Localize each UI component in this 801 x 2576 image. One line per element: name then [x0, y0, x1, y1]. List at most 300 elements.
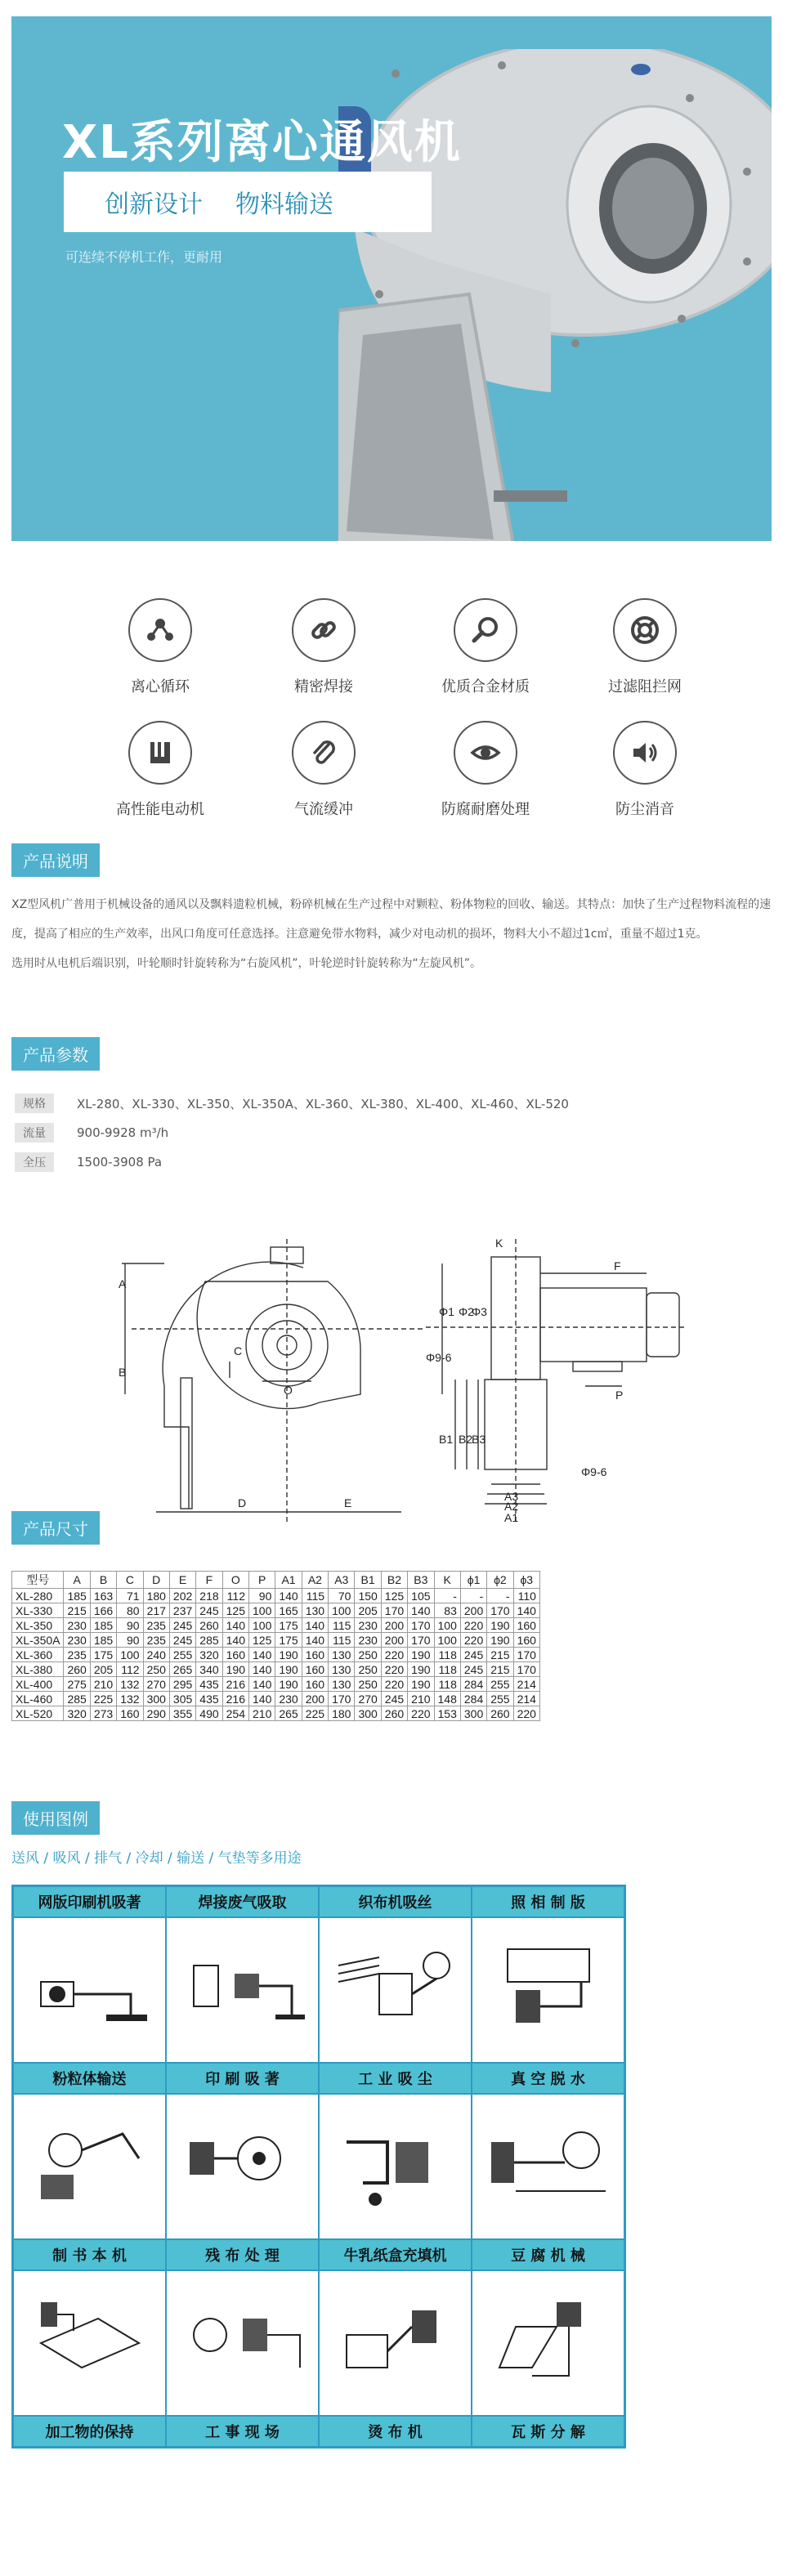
dimension-cell: 270	[355, 1692, 381, 1706]
dimension-cell: 320	[196, 1648, 222, 1662]
dim-label-B: B	[119, 1366, 127, 1379]
usage-illustration	[472, 2094, 624, 2239]
dimension-cell: 148	[434, 1692, 460, 1706]
dimension-cell: 190	[275, 1648, 302, 1662]
magnifier-icon	[454, 598, 517, 662]
col-header: B2	[381, 1572, 407, 1589]
usage-header: 瓦 斯 分 解	[472, 2416, 624, 2447]
dimension-cell: 275	[64, 1677, 90, 1692]
dimension-cell: 125	[222, 1603, 248, 1618]
usage-subtitle: 送风 / 吸风 / 排气 / 冷却 / 输送 / 气垫等多用途	[11, 1850, 302, 1867]
dimension-cell: 105	[408, 1589, 434, 1603]
col-header: C	[117, 1572, 143, 1589]
model-cell: XL-400	[12, 1677, 64, 1692]
dimension-cell: 216	[222, 1677, 248, 1692]
dimension-cell: 115	[329, 1618, 355, 1633]
table-row	[12, 1648, 540, 1662]
dimension-cell: 215	[64, 1603, 90, 1618]
col-header: E	[169, 1572, 195, 1589]
dimension-cell: 170	[381, 1603, 407, 1618]
col-header: B	[90, 1572, 116, 1589]
eye-icon	[454, 721, 517, 785]
dimension-cell: 205	[355, 1603, 381, 1618]
dimension-cell: 215	[487, 1648, 513, 1662]
param-value: 900-9928 m³/h	[77, 1125, 169, 1140]
dimension-cell: 290	[143, 1706, 169, 1721]
feature-item	[575, 598, 714, 696]
dimension-cell: 130	[329, 1648, 355, 1662]
usage-header: 工 业 吸 尘	[319, 2063, 472, 2094]
dim-label-phi2: Φ2	[459, 1305, 475, 1318]
dimension-cell: 140	[302, 1633, 328, 1648]
usage-header: 加工物的保持	[13, 2416, 166, 2447]
dimension-cell: 250	[355, 1677, 381, 1692]
param-value: 1500-3908 Pa	[77, 1155, 163, 1169]
dimension-drawing	[115, 1231, 686, 1535]
dimension-cell: 100	[249, 1618, 275, 1633]
product-intro-section	[0, 843, 801, 978]
model-cell: XL-280	[12, 1589, 64, 1603]
col-header: A1	[275, 1572, 302, 1589]
dimension-cell: -	[460, 1589, 486, 1603]
dimension-cell: 115	[302, 1589, 328, 1603]
dim-label-A: A	[119, 1277, 127, 1290]
dimension-cell: 71	[117, 1589, 143, 1603]
dimension-cell: 190	[222, 1662, 248, 1677]
dimension-cell: 340	[196, 1662, 222, 1677]
col-header: B1	[355, 1572, 381, 1589]
dimension-cell: 220	[381, 1648, 407, 1662]
param-value: XL-280、XL-330、XL-350、XL-350A、XL-360、XL-380、XL-400、XL-460、XL-520	[77, 1096, 569, 1111]
usage-header: 工 事 现 场	[166, 2416, 319, 2447]
dim-label-phi3: Φ3	[472, 1305, 488, 1318]
dimension-cell: 220	[381, 1662, 407, 1677]
dimension-cell: 185	[90, 1633, 116, 1648]
usage-illustration	[319, 2270, 472, 2416]
dimension-cell: 237	[169, 1603, 195, 1618]
dimension-cell: 70	[329, 1589, 355, 1603]
usage-header: 印 刷 吸 著	[166, 2063, 319, 2094]
dimension-cell: 160	[117, 1706, 143, 1721]
dimension-cell: 285	[196, 1633, 222, 1648]
usage-illustration	[472, 1917, 624, 2063]
dimension-cell: 260	[487, 1706, 513, 1721]
usage-header: 照 相 制 版	[472, 1886, 624, 1917]
section-title-intro: 产品说明	[11, 843, 100, 877]
usage-header: 制 书 本 机	[13, 2239, 166, 2270]
dimension-cell: 210	[408, 1692, 434, 1706]
dimension-cell: 214	[513, 1692, 539, 1706]
param-row	[15, 1147, 801, 1177]
dim-label-O: O	[284, 1384, 293, 1397]
dimension-cell: 90	[117, 1633, 143, 1648]
col-header: O	[222, 1572, 248, 1589]
dimension-cell: 100	[249, 1603, 275, 1618]
dimension-cell: 100	[434, 1618, 460, 1633]
dim-label-A2: A2	[504, 1500, 519, 1513]
dimension-cell: 118	[434, 1662, 460, 1677]
dimension-cell: 140	[302, 1618, 328, 1633]
hero-banner	[11, 16, 772, 541]
dimension-cell: 110	[513, 1589, 539, 1603]
dimension-cell: 320	[64, 1706, 90, 1721]
dimension-cell: 235	[64, 1648, 90, 1662]
dim-label-B1: B1	[439, 1433, 454, 1446]
dimension-cell: 245	[460, 1662, 486, 1677]
dimension-cell: 260	[196, 1618, 222, 1633]
dim-label-B2: B2	[459, 1433, 473, 1446]
dim-label-K: K	[495, 1237, 503, 1250]
usage-header: 织布机吸丝	[319, 1886, 472, 1917]
feature-grid	[11, 574, 772, 819]
model-cell: XL-360	[12, 1648, 64, 1662]
dimension-cell: 118	[434, 1648, 460, 1662]
model-cell: XL-520	[12, 1706, 64, 1721]
dimension-cell: 220	[408, 1706, 434, 1721]
table-row	[12, 1706, 540, 1721]
dimension-cell: 175	[275, 1618, 302, 1633]
dim-label-C: C	[234, 1344, 243, 1357]
usage-header: 网版印刷机吸著	[13, 1886, 166, 1917]
dimension-cell: 216	[222, 1692, 248, 1706]
dim-label-A3: A3	[504, 1490, 519, 1503]
table-row	[12, 1662, 540, 1677]
col-header: A2	[302, 1572, 328, 1589]
dimension-cell: 185	[64, 1589, 90, 1603]
dimension-cell: 230	[64, 1633, 90, 1648]
col-header: P	[249, 1572, 275, 1589]
hero-tag-transport: 物料输送	[235, 190, 333, 219]
dimension-cell: 245	[169, 1633, 195, 1648]
dimension-cell: 140	[249, 1692, 275, 1706]
model-cell: XL-350A	[12, 1633, 64, 1648]
dimension-cell: 284	[460, 1692, 486, 1706]
dimension-cell: 214	[513, 1677, 539, 1692]
dimension-cell: 160	[513, 1618, 539, 1633]
dimension-cell: 200	[381, 1618, 407, 1633]
dimension-cell: 180	[143, 1589, 169, 1603]
feature-label: 高性能电动机	[116, 801, 204, 818]
param-key: 全压	[15, 1152, 54, 1172]
usage-illustration	[472, 2270, 624, 2416]
model-cell: XL-330	[12, 1603, 64, 1618]
col-header: ϕ3	[513, 1572, 539, 1589]
dimension-table	[11, 1571, 540, 1721]
dimension-cell: 90	[117, 1618, 143, 1633]
dim-label-B3: B3	[472, 1433, 486, 1446]
dimension-cell: 490	[196, 1706, 222, 1721]
dim-label-phi1: Φ1	[439, 1305, 455, 1318]
dimension-cell: 200	[302, 1692, 328, 1706]
dimension-cell: 300	[143, 1692, 169, 1706]
dimension-cell: 305	[169, 1692, 195, 1706]
dimension-cell: -	[487, 1589, 513, 1603]
usage-header: 豆 腐 机 械	[472, 2239, 624, 2270]
dimension-cell: 125	[381, 1589, 407, 1603]
paperclip-icon	[292, 721, 356, 785]
col-header: ϕ1	[460, 1572, 486, 1589]
usage-illustration	[319, 2094, 472, 2239]
dimension-cell: 185	[90, 1618, 116, 1633]
section-title-dimensions: 产品尺寸	[11, 1511, 100, 1545]
dimension-cell: 225	[90, 1692, 116, 1706]
usage-illustration	[13, 1917, 166, 2063]
dimension-cell: 140	[275, 1589, 302, 1603]
dimension-cell: 205	[90, 1662, 116, 1677]
dimension-cell: 200	[381, 1633, 407, 1648]
dim-label-F: F	[614, 1259, 621, 1272]
dimension-cell: 190	[408, 1662, 434, 1677]
col-header: A3	[329, 1572, 355, 1589]
dimension-cell: 435	[196, 1692, 222, 1706]
dimension-cell: 163	[90, 1589, 116, 1603]
dimension-cell: 100	[434, 1633, 460, 1648]
hero-tagline-box	[64, 172, 432, 232]
feature-item	[91, 721, 230, 819]
dimension-cell: 153	[434, 1706, 460, 1721]
dimension-cell: 220	[460, 1633, 486, 1648]
dimension-cell: 220	[513, 1706, 539, 1721]
dimension-cell: 150	[355, 1589, 381, 1603]
dimension-cell: 255	[169, 1648, 195, 1662]
param-key: 流量	[15, 1123, 54, 1143]
col-header: K	[434, 1572, 460, 1589]
dimension-cell: 220	[460, 1618, 486, 1633]
intro-paragraph: XZ型风机广普用于机械设备的通风以及飘料遗粒机械，粉碎机械在生产过程中对颗粒、粉体物粒的回收、输送。其特点：加快了生产过程物料流程的速度，提高了相应的生产效率，出风口角度可任意选择。注意避免带水物料，减少对电动机的损坏，物料大小不超过1c㎡，重量不超过1克。	[11, 898, 772, 941]
dimension-cell: 130	[302, 1603, 328, 1618]
dimension-cell: 125	[249, 1633, 275, 1648]
dim-label-D: D	[238, 1496, 247, 1509]
dimension-cell: 220	[381, 1677, 407, 1692]
dimension-cell: 175	[90, 1648, 116, 1662]
dimension-cell: 140	[249, 1648, 275, 1662]
hero-note: 可连续不停机工作，更耐用	[65, 249, 223, 265]
dimension-cell: 190	[275, 1662, 302, 1677]
table-row	[12, 1692, 540, 1706]
col-header: A	[64, 1572, 90, 1589]
feature-item	[575, 721, 714, 819]
dimension-cell: 160	[302, 1662, 328, 1677]
dimension-cell: 160	[302, 1648, 328, 1662]
dimension-cell: 175	[275, 1633, 302, 1648]
dimension-cell: 230	[64, 1618, 90, 1633]
dimension-cell: 112	[117, 1662, 143, 1677]
dimension-cell: 245	[169, 1618, 195, 1633]
usage-illustration	[319, 1917, 472, 2063]
col-header: F	[196, 1572, 222, 1589]
usage-header: 残 布 处 理	[166, 2239, 319, 2270]
dimension-cell: 215	[487, 1662, 513, 1677]
dimension-cell: 260	[64, 1662, 90, 1677]
product-dimensions-section	[0, 1213, 801, 1721]
dimension-cell: 112	[222, 1589, 248, 1603]
dimension-cell: 265	[169, 1662, 195, 1677]
usage-illustration	[166, 2270, 319, 2416]
feature-label: 优质合金材质	[441, 678, 530, 695]
dimension-cell: 190	[408, 1677, 434, 1692]
usage-illustration	[13, 2270, 166, 2416]
book-icon	[128, 721, 192, 785]
dimension-cell: 245	[196, 1603, 222, 1618]
table-header-row	[12, 1572, 540, 1589]
dimension-cell: 166	[90, 1603, 116, 1618]
dimension-cell: 170	[408, 1633, 434, 1648]
dim-label-A1: A1	[504, 1511, 519, 1524]
params-list	[15, 1089, 801, 1177]
usage-illustration-grid	[11, 1885, 626, 2449]
dim-label-hole-bottom: Φ9-6	[581, 1465, 607, 1478]
param-row	[15, 1089, 801, 1118]
dimension-cell: 83	[434, 1603, 460, 1618]
dimension-cell: 170	[487, 1603, 513, 1618]
dimension-cell: 300	[355, 1706, 381, 1721]
dimension-cell: 250	[143, 1662, 169, 1677]
dim-label-P: P	[615, 1389, 624, 1402]
dimension-table-body	[12, 1589, 540, 1721]
intro-rotation-note: 选用时从电机后端识别，叶轮顺时针旋转称为“右旋风机”，叶轮逆时针旋转称为“左旋风机”。	[11, 957, 482, 970]
dimension-cell: -	[434, 1589, 460, 1603]
usage-header: 牛乳纸盒充填机	[319, 2239, 472, 2270]
usage-section	[0, 1801, 801, 2449]
dim-label-E: E	[344, 1496, 352, 1509]
dimension-cell: 190	[487, 1618, 513, 1633]
dimension-cell: 255	[487, 1692, 513, 1706]
dimension-cell: 140	[249, 1677, 275, 1692]
dimension-cell: 250	[355, 1648, 381, 1662]
dimension-cell: 90	[249, 1589, 275, 1603]
dimension-cell: 190	[487, 1633, 513, 1648]
dimension-cell: 284	[460, 1677, 486, 1692]
feature-label: 离心循环	[131, 678, 190, 695]
usage-header: 粉粒体输送	[13, 2063, 166, 2094]
usage-header: 烫 布 机	[319, 2416, 472, 2447]
col-header: D	[143, 1572, 169, 1589]
dimension-cell: 355	[169, 1706, 195, 1721]
dimension-cell: 160	[513, 1633, 539, 1648]
feature-item	[416, 598, 555, 696]
feature-item	[254, 721, 393, 819]
dimension-cell: 435	[196, 1677, 222, 1692]
usage-illustration	[166, 2094, 319, 2239]
feature-item	[91, 598, 230, 696]
usage-illustration	[166, 1917, 319, 2063]
feature-label: 气流缓冲	[294, 801, 353, 818]
dimension-cell: 190	[408, 1648, 434, 1662]
table-row	[12, 1589, 540, 1603]
dimension-cell: 230	[355, 1633, 381, 1648]
dimension-cell: 100	[117, 1648, 143, 1662]
dimension-cell: 235	[143, 1618, 169, 1633]
feature-label: 防腐耐磨处理	[441, 801, 530, 818]
param-key: 规格	[15, 1093, 54, 1113]
dimension-cell: 210	[249, 1706, 275, 1721]
col-header: B3	[408, 1572, 434, 1589]
speaker-icon	[613, 721, 677, 785]
dimension-cell: 254	[222, 1706, 248, 1721]
dimension-cell: 210	[90, 1677, 116, 1692]
dim-label-hole-top: Φ9-6	[426, 1351, 452, 1364]
hero-tag-innovation: 创新设计	[105, 190, 203, 219]
dimension-cell: 230	[275, 1692, 302, 1706]
table-row	[12, 1633, 540, 1648]
dimension-cell: 132	[117, 1692, 143, 1706]
dimension-cell: 170	[513, 1648, 539, 1662]
feature-item	[416, 721, 555, 819]
usage-illustration	[13, 2094, 166, 2239]
dimension-cell: 140	[408, 1603, 434, 1618]
dimension-cell: 200	[460, 1603, 486, 1618]
feature-item	[254, 598, 393, 696]
param-row	[15, 1118, 801, 1147]
table-row	[12, 1677, 540, 1692]
dimension-cell: 260	[381, 1706, 407, 1721]
dimension-cell: 190	[275, 1677, 302, 1692]
molecule-icon	[128, 598, 192, 662]
dimension-cell: 140	[222, 1633, 248, 1648]
model-cell: XL-350	[12, 1618, 64, 1633]
section-title-usage: 使用图例	[11, 1801, 100, 1835]
col-header: ϕ2	[487, 1572, 513, 1589]
dimension-cell: 170	[513, 1662, 539, 1677]
dimension-cell: 265	[275, 1706, 302, 1721]
dimension-cell: 240	[143, 1648, 169, 1662]
hero-title: XL系列离心通风机	[62, 116, 462, 169]
model-cell: XL-380	[12, 1662, 64, 1677]
usage-header: 焊接废气吸取	[166, 1886, 319, 1917]
dimension-cell: 170	[329, 1692, 355, 1706]
dimension-cell: 218	[196, 1589, 222, 1603]
dimension-cell: 180	[329, 1706, 355, 1721]
dimension-cell: 285	[64, 1692, 90, 1706]
table-row	[12, 1618, 540, 1633]
dimension-cell: 130	[329, 1662, 355, 1677]
dimension-cell: 300	[460, 1706, 486, 1721]
dimension-cell: 255	[487, 1677, 513, 1692]
dimension-cell: 165	[275, 1603, 302, 1618]
dimension-cell: 115	[329, 1633, 355, 1648]
dimension-cell: 225	[302, 1706, 328, 1721]
dimension-cell: 230	[355, 1618, 381, 1633]
dimension-cell: 245	[460, 1648, 486, 1662]
dimension-cell: 202	[169, 1589, 195, 1603]
dimension-cell: 160	[302, 1677, 328, 1692]
feature-label: 过滤阻拦网	[608, 678, 682, 695]
dimension-cell: 132	[117, 1677, 143, 1692]
section-title-params: 产品参数	[11, 1037, 100, 1071]
lifebuoy-icon	[613, 598, 677, 662]
usage-header: 真 空 脱 水	[472, 2063, 624, 2094]
dimension-cell: 100	[329, 1603, 355, 1618]
col-header: 型号	[12, 1572, 64, 1589]
dimension-cell: 80	[117, 1603, 143, 1618]
dimension-cell: 250	[355, 1662, 381, 1677]
dimension-cell: 270	[143, 1677, 169, 1692]
model-cell: XL-460	[12, 1692, 64, 1706]
chain-link-icon	[292, 598, 356, 662]
dimension-cell: 295	[169, 1677, 195, 1692]
dimension-cell: 140	[222, 1618, 248, 1633]
dimension-cell: 217	[143, 1603, 169, 1618]
table-row	[12, 1603, 540, 1618]
dimension-cell: 160	[222, 1648, 248, 1662]
dimension-cell: 245	[381, 1692, 407, 1706]
product-params-section	[0, 1037, 801, 1177]
dimension-cell: 130	[329, 1677, 355, 1692]
feature-label: 精密焊接	[294, 678, 353, 695]
dimension-cell: 140	[513, 1603, 539, 1618]
feature-label: 防尘消音	[615, 801, 674, 818]
dimension-cell: 118	[434, 1677, 460, 1692]
